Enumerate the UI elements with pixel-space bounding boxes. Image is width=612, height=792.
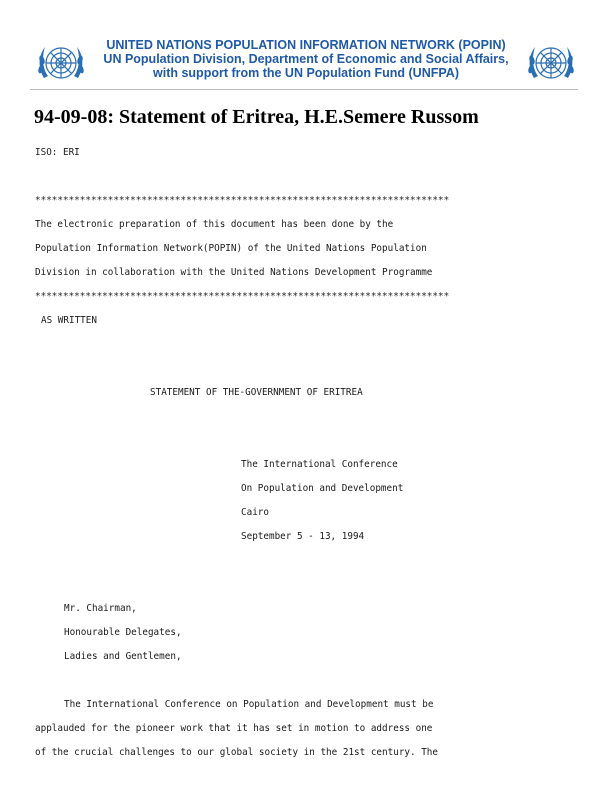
header-division-name: UN Population Division, Department of Economic and Social Affairs, (103, 52, 509, 66)
conference-line: September 5 - 13, 1994 (241, 531, 365, 542)
page-title: 94-09-08: Statement of Eritrea, H.E.Semere Russom (34, 106, 479, 128)
conference-line: On Population and Development (241, 483, 404, 494)
iso-code: ISO: ERI (35, 147, 80, 158)
as-written-label: AS WRITTEN (41, 315, 97, 326)
body-paragraph-line: The International Conference on Population and Development must be (64, 699, 434, 710)
conference-line: Cairo (241, 507, 269, 518)
conference-line: The International Conference (241, 459, 398, 470)
notice-line: Population Information Network(POPIN) of the United Nations Population (35, 243, 427, 254)
un-emblem-right-logo (526, 38, 576, 88)
salutation-line: Honourable Delegates, (64, 627, 182, 638)
body-paragraph-line: of the crucial challenges to our global society in the 21st century. The (35, 747, 438, 758)
notice-line: The electronic preparation of this document has been done by the (35, 219, 394, 230)
header-support-line: with support from the UN Population Fund (UNFPA) (153, 66, 459, 80)
header-divider (30, 89, 578, 90)
salutation-line: Ladies and Gentlemen, (64, 651, 182, 662)
salutation-line: Mr. Chairman, (64, 603, 137, 614)
notice-line: Division in collaboration with the United Nations Development Programme (35, 267, 433, 278)
statement-heading: STATEMENT OF THE-GOVERNMENT OF ERITREA (150, 387, 363, 398)
stars-separator-top: ************************************************************************** (35, 195, 450, 206)
body-paragraph-line: applauded for the pioneer work that it has set in motion to address one (35, 723, 433, 734)
header-network-name: UNITED NATIONS POPULATION INFORMATION NETWORK (POPIN) (106, 38, 506, 52)
stars-separator-bottom: ************************************************************************** (35, 291, 450, 302)
